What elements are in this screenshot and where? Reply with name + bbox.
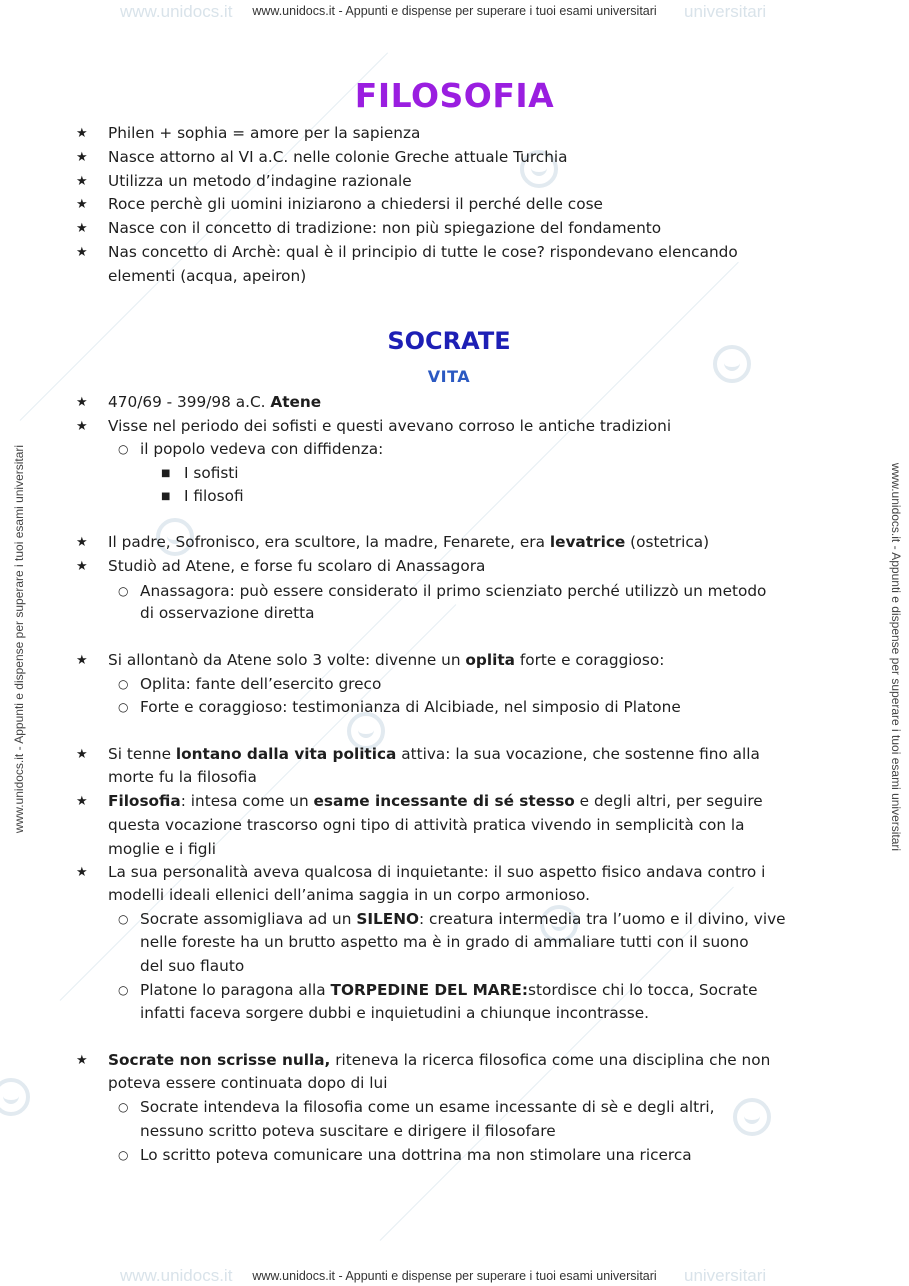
- section-title: SOCRATE: [387, 327, 511, 355]
- sub-list-item: Anassagora: può essere considerato il primo scienziato perché utilizzò un metodo: [140, 582, 767, 600]
- list-item-continuation: poteva essere continuata dopo di lui: [108, 1074, 388, 1092]
- star-bullet-icon: ★: [76, 419, 88, 434]
- sub-list-item: Socrate intendeva la filosofia come un esame incessante di sè e degli altri,: [140, 1098, 715, 1116]
- watermark-banner-left: www.unidocs.it - Appunti e dispense per superare i tuoi esami universitari: [12, 444, 26, 834]
- square-bullet-icon: ■: [161, 468, 171, 479]
- circle-bullet-icon: ○: [118, 912, 129, 926]
- list-item: 470/69 - 399/98 a.C. Atene: [108, 393, 322, 411]
- sub-list-item: Forte e coraggioso: testimonianza di Alcibiade, nel simposio di Platone: [140, 698, 681, 716]
- list-item: Il padre, Sofronisco, era scultore, la madre, Fenarete, era levatrice (ostetrica): [108, 533, 710, 551]
- sub-list-item: Socrate assomigliava ad un SILENO: creatura intermedia tra l’uomo e il divino, vive: [140, 910, 786, 928]
- list-item-continuation: morte fu la filosofia: [108, 768, 257, 786]
- sub-list-item: Oplita: fante dell’esercito greco: [140, 675, 382, 693]
- star-bullet-icon: ★: [76, 865, 88, 880]
- star-bullet-icon: ★: [76, 197, 88, 212]
- circle-bullet-icon: ○: [118, 700, 129, 714]
- sub-list-item: Platone lo paragona alla TORPEDINE DEL MARE:stordisce chi lo tocca, Socrate: [140, 981, 758, 999]
- watermark-ghost-text: universitari: [684, 1266, 767, 1285]
- list-item: Socrate non scrisse nulla, riteneva la ricerca filosofica come una disciplina che non: [108, 1051, 771, 1069]
- circle-bullet-icon: ○: [118, 1100, 129, 1114]
- star-bullet-icon: ★: [76, 126, 88, 141]
- watermark-banner-bottom: www.unidocs.it - Appunti e dispense per superare i tuoi esami universitari: [252, 1269, 657, 1283]
- list-item-continuation: elementi (acqua, apeiron): [108, 267, 307, 285]
- list-item: Nasce attorno al VI a.C. nelle colonie Greche attuale Turchia: [108, 148, 568, 166]
- star-bullet-icon: ★: [76, 653, 88, 668]
- list-item-continuation: questa vocazione trascorso ogni tipo di attività pratica vivendo in semplicità con la: [108, 816, 745, 834]
- sub-list-item: Lo scritto poteva comunicare una dottrina ma non stimolare una ricerca: [140, 1146, 692, 1164]
- watermark-banner-top: www.unidocs.it - Appunti e dispense per superare i tuoi esami universitari: [252, 4, 657, 18]
- list-item: Nas concetto di Archè: qual è il principio di tutte le cose? rispondevano elencando: [108, 243, 738, 261]
- list-item: Visse nel periodo dei sofisti e questi avevano corroso le antiche tradizioni: [108, 417, 672, 435]
- star-bullet-icon: ★: [76, 794, 88, 809]
- star-bullet-icon: ★: [76, 559, 88, 574]
- subsection-title: VITA: [427, 367, 471, 386]
- watermark-banner-right: www.unidocs.it - Appunti e dispense per superare i tuoi esami universitari: [889, 462, 903, 852]
- watermark-ghost-text: www.unidocs.it: [120, 1266, 233, 1285]
- list-item: Si tenne lontano dalla vita politica attiva: la sua vocazione, che sostenne fino alla: [108, 745, 760, 763]
- list-item: Filosofia: intesa come un esame incessante di sé stesso e degli altri, per seguire: [108, 792, 763, 810]
- circle-bullet-icon: ○: [118, 983, 129, 997]
- circle-bullet-icon: ○: [118, 1148, 129, 1162]
- star-bullet-icon: ★: [76, 150, 88, 165]
- circle-bullet-icon: ○: [118, 584, 129, 598]
- star-bullet-icon: ★: [76, 245, 88, 260]
- sub-list-item-continuation: infatti faceva sorgere dubbi e inquietudini a chiunque incontrasse.: [140, 1004, 650, 1022]
- sub-list-item-continuation: nessuno scritto poteva suscitare e dirigere il filosofare: [140, 1122, 556, 1140]
- list-item: Nasce con il concetto di tradizione: non più spiegazione del fondamento: [108, 219, 662, 237]
- star-bullet-icon: ★: [76, 395, 88, 410]
- star-bullet-icon: ★: [76, 747, 88, 762]
- circle-bullet-icon: ○: [118, 442, 129, 456]
- sub-list-item-continuation: nelle foreste ha un brutto aspetto ma è in grado di ammaliare tutti con il suono: [140, 933, 749, 951]
- watermark-ghost-text: universitari: [684, 2, 767, 21]
- star-bullet-icon: ★: [76, 221, 88, 236]
- star-bullet-icon: ★: [76, 174, 88, 189]
- list-item-continuation: modelli ideali ellenici dell’anima saggia in un corpo armonioso.: [108, 886, 591, 904]
- square-bullet-icon: ■: [161, 491, 171, 502]
- list-item: Philen + sophia = amore per la sapienza: [108, 124, 421, 142]
- list-item: Roce perchè gli uomini iniziarono a chiedersi il perché delle cose: [108, 195, 603, 213]
- watermark-ghost-text: www.unidocs.it: [120, 2, 233, 21]
- sub-list-item: il popolo vedeva con diffidenza:: [140, 440, 384, 458]
- list-item: Si allontanò da Atene solo 3 volte: divenne un oplita forte e coraggioso:: [108, 651, 665, 669]
- list-item: Studiò ad Atene, e forse fu scolaro di Anassagora: [108, 557, 486, 575]
- circle-bullet-icon: ○: [118, 677, 129, 691]
- page-title: FILOSOFIA: [354, 76, 555, 115]
- star-bullet-icon: ★: [76, 1053, 88, 1068]
- sub-sub-list-item: I sofisti: [184, 464, 239, 482]
- sub-list-item-continuation: di osservazione diretta: [140, 604, 315, 622]
- list-item-continuation: moglie e i figli: [108, 840, 216, 858]
- list-item: La sua personalità aveva qualcosa di inquietante: il suo aspetto fisico andava contro i: [108, 863, 766, 881]
- sub-list-item-continuation: del suo flauto: [140, 957, 245, 975]
- list-item: Utilizza un metodo d’indagine razionale: [108, 172, 412, 190]
- sub-sub-list-item: I filosofi: [184, 487, 244, 505]
- star-bullet-icon: ★: [76, 535, 88, 550]
